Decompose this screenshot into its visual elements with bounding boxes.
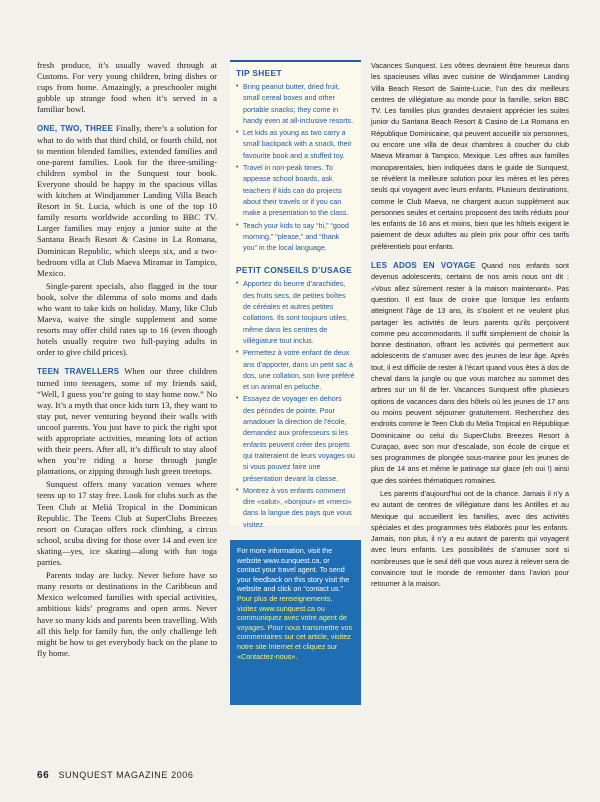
section-heading: TEEN TRAVELLERS xyxy=(37,367,120,377)
paragraph: Les parents d’aujourd’hui ont de la chance. Jamais il n’y a eu autant de centres de villégiature dans les Antilles et au Mexique qui accueillent les familles, avec des activités spéciales et des programmes très élaborés pour les enfants. Jamais, non plus, il n’y a eu autant de parents qui voyagent avec leurs enfants. Les possibilités de s’amuser sont si nombreuses que le seul défi que vous aurez à relever sera de convaincre tout le monde de remonter dans l’avion pour retourner à la maison. xyxy=(371,488,569,589)
bullet-icon: • xyxy=(236,395,239,403)
tip-item: • Travel in non-peak times. To appease school boards, ask teachers if kids can do projects about their travels or if you can make a presentation to the class. xyxy=(236,163,349,218)
page-number: 66 xyxy=(37,770,50,781)
paragraph: Single-parent specials, also flagged in the tour book, solve the dilemma of solo moms and dads who want to take kids on holiday. Many, like Club Maeva, waive the single supplement and some resorts may offer child rates up to 16 (even though hotels usually require two full-paying adults in order to give child prices). xyxy=(37,280,217,358)
tip-item: • Essayez de voyager en dehors des périodes de pointe. Pour amadouer la direction de l’école, demandez aux professeurs si les enfants peuvent créer des projets qui traiteraient de leurs voyages ou si vous pouvez faire une présentation devant la classe. xyxy=(236,394,355,483)
paragraph xyxy=(37,366,217,477)
tip-item: • Permettez à votre enfant de deux ans d’apporter, dans un petit sac à dos, une collation, son livre préféré et un animal en peluche. xyxy=(236,348,355,392)
tip-item: • Apportez du beurre d’arachides, des fruits secs, de petites boîtes de céréales et autres petites collations. Ils sont toujours utiles, même dans les centres de villégiature tout inclus. xyxy=(236,279,349,345)
english-article-column xyxy=(37,60,217,661)
tip-list xyxy=(236,81,355,253)
section-heading: ONE, TWO, THREE xyxy=(37,124,114,134)
french-article-column xyxy=(371,60,569,592)
paragraph: Vacances Sunquest. Les vôtres devraient être heureux dans les spacieuses villas avec cuisine de Windjammer Landing Villa Beach Resort de Sainte-Lucie, l’un des dix meilleurs centres de villégiature au monde pour la famille, selon BBC TV. Les familles plus grandes devraient apprécier les suites junior du Santana Beach Resort & Casino de La Romana en République Dominicaine, qui peuvent accueillir six personnes, ou encore une villa de deux chambres à coucher du club Maeva Miramar à Tampico, Mexique. Les offres aux familles monoparentales, bien indiquées dans le guide de Sunquest, se révèlent la meilleure solution pour les mères et les pères seuls qui voyagent avec leurs enfants. Plusieurs destinations, comme le Club Maeva, ne chargent aucun supplément aux personnes seules et certains proposent des tarifs réduits pour les enfants de 16 ans et moins, bien que les hôtels exigent le paiement de deux adultes au plein prix pour offrir ces tarifs préférentiels pour enfants. xyxy=(371,61,569,251)
paragraph: Parents today are lucky. Never before have so many resorts or destinations in the Caribbean and Mexico welcomed families with special activities, ambitious kids’ programs and open arms. Never have so many kids and parents been travelling. With all this help for family fun, the only challenge left might be how to get everybody back on the plane to fly home. xyxy=(37,570,217,658)
paragraph xyxy=(37,123,217,278)
tip-list-fr xyxy=(236,278,355,530)
magazine-name: SUNQUEST MAGAZINE 2006 xyxy=(58,770,194,780)
bullet-icon: • xyxy=(236,83,239,90)
page-footer xyxy=(37,770,194,781)
paragraph: Sunquest offers many vacation venues where teens up to 17 stay free. Look for clubs such as the Teen Club at Meliá Tropical in the Dominican Republic. The Teens Club at SuperClubs Breezes resort on Curaçao offers rock climbing, a circus school, scuba diving for those over 14 and even ice skating—yes, ice skating—along with fun toga parties. xyxy=(37,479,217,568)
more-info-english: For more information, visit the website www.sunquest.ca, or contact your travel agent. To send your feedback on this story visit the website and click on “contact us.” xyxy=(237,546,350,594)
paragraph: fresh produce, it’s usually waved through at Customs. For very young children, bring dishes or cups from home. Amazingly, a preschooler might gobble up strange food when it’s served in a familiar bowl. xyxy=(37,60,217,115)
paragraph-text: Finally, there’s a solution for what to do with that third child, or fourth child, not to mention blended families, extended families and one-parent families. Look for the three-smiling-children symbol in the Sunquest tour book. Everyone should be happy in the spacious villas with kitchen at Windjammer Landing Villa Beach Resort in St. Lucia, which is one of the top 10 family resorts worldwide according to BBC TV. Larger families may enjoy a junior suite at the Santana Beach Resort & Casino in La Romana, Dominican Republic, which sleeps six, and a two-bedroom villa at Club Maeva Miramar in Tampico, Mexico. xyxy=(37,123,217,278)
tip-item: • Montrez à vos enfants comment dire «salut», «bonjour» et «merci» dans la langue des pays que vous visitez. xyxy=(236,485,352,529)
bullet-icon: • xyxy=(236,221,239,229)
bullet-icon: • xyxy=(236,280,239,288)
paragraph-text: When our three children turned into teenagers, some of my friends said, “Well, I guess you’re going to stay home now.” No way. It’s a myth that once kids turn 13, they want to stay put, never venturing beyond their walls with uncool parents. You just have to pick the right spot with appropriate activities, meaning lots of action with their peers. After all, it’s difficult to stay aloof when you’re riding a horse through jungle plantations, or zipping through lush green treetops. xyxy=(37,366,217,477)
tip-sheet-box xyxy=(230,60,361,529)
tip-item: • Let kids as young as two carry a small backpack with a snack, their favourite book and a stuffed toy. xyxy=(236,128,352,160)
more-info-box xyxy=(230,540,361,705)
bullet-icon: • xyxy=(236,164,239,172)
paragraph xyxy=(371,260,569,486)
more-info-french: Pour plus de renseignements, visitez www.sunquest.ca ou communiquez avec votre agent de voyages. Pour nous transmettre vos commentaires sur cet article, visitez notre site Internet et cliquez sur «Contactez-nous». xyxy=(237,593,353,661)
section-heading: LES ADOS EN VOYAGE xyxy=(371,261,476,271)
bullet-icon: • xyxy=(236,129,239,137)
tip-item: • Teach your kids to say “hi,” “good morning,” “please,” and “thank you” in the local language. xyxy=(236,220,349,253)
paragraph-text: Quand nos enfants sont devenus adolescents, certains de nos amis nous ont dit : «Vous allez sûrement rester à la maison maintenant». Pas question. Il est faux de croire que lorsque les enfants atteignent l’âge de 13 ans, ils s’isolent et ne veulent plus partager les activités de leurs parents qu’ils perçoivent comme peu accommodants. Il suffit simplement de choisir la bonne destination, offrant les activités qui permettent aux adolescents de s’amuser avec des jeunes de leur âge. Après tout, il est difficile de rester à l’écart quand vous êtes à dos de cheval dans la jungle ou que vous marchez au sommet des arbres sur un fil de fer. Vacances Sunquest offre plusieurs options de vacances dans des hôtels où les jeunes de 17 ans ou moins peuvent séjourner gratuitement. Recherchez des endroits comme le Teen Club du Melia Tropical en République Dominicaine ou celui du SuperClubs Breezes Resort à Curaçao, avec son mur d’escalade, son école de cirque et ses programmes de plongée sous-marine pour les jeunes de plus de 14 ans et même le patinage sur glace (eh oui !) ainsi que des soirées thématiques romaines. xyxy=(371,261,569,485)
tip-sheet-heading-fr: PETIT CONSEILS D’USAGE xyxy=(236,265,352,276)
tip-item: • Bring peanut butter, dried fruit, small cereal boxes and other portable snacks; they come in handy even at all-inclusive resorts. xyxy=(236,82,354,125)
tip-sheet-heading: TIP SHEET xyxy=(236,68,282,78)
sidebar-column xyxy=(230,60,361,705)
bullet-icon: • xyxy=(236,486,239,494)
bullet-icon: • xyxy=(236,349,239,357)
